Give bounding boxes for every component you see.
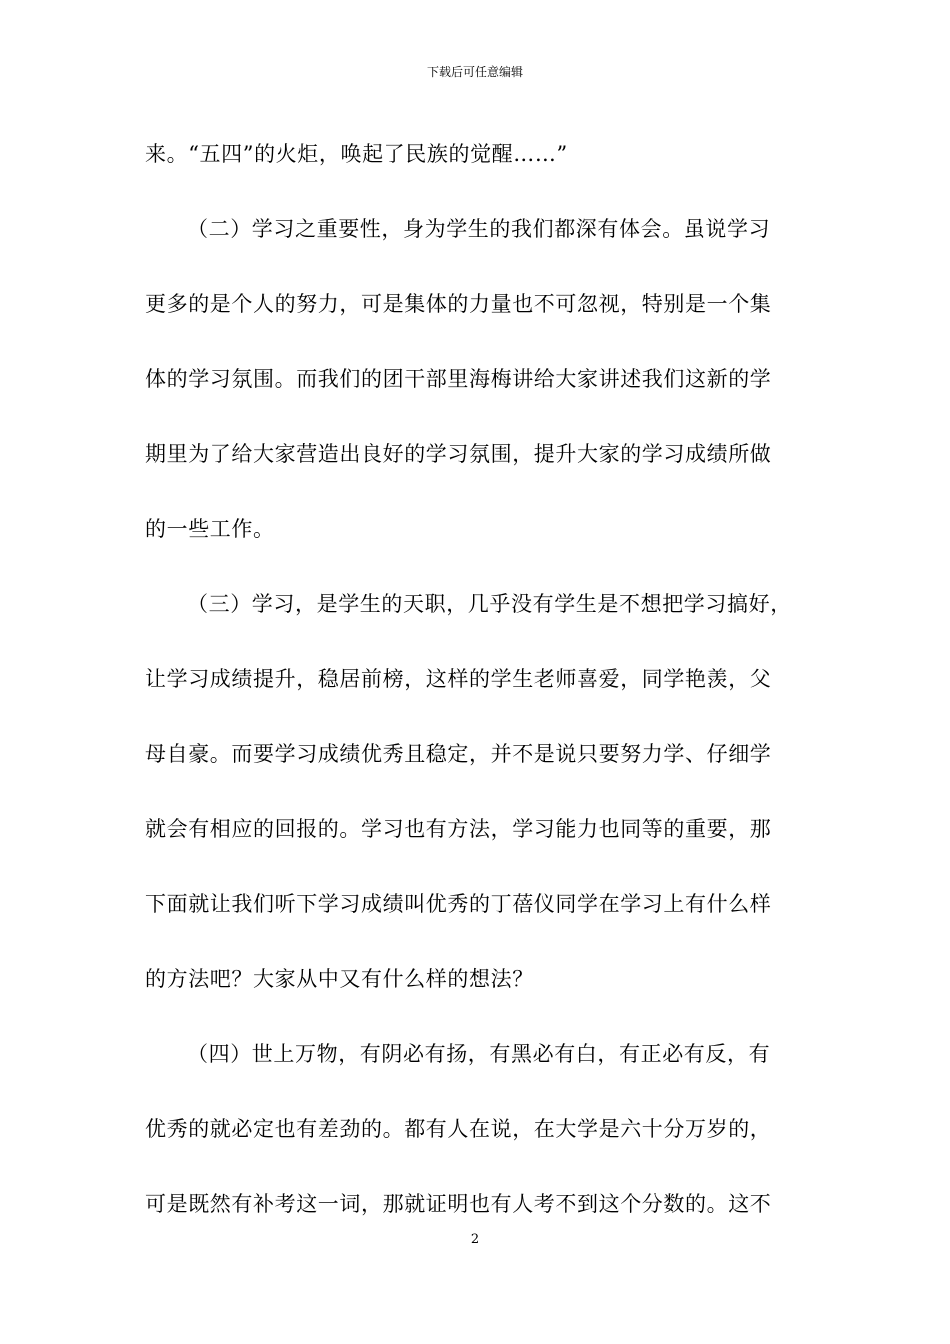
text-line: 的一些工作。 <box>145 517 275 541</box>
paragraph-start-line: （四）世上万物，有阴必有扬，有黑必有白，有正必有反，有 <box>187 1042 771 1066</box>
text-line: 来。“五四”的火炬，唤起了民族的觉醒……” <box>145 142 568 166</box>
text-line: 的方法吧？大家从中又有什么样的想法？ <box>145 967 534 991</box>
text-line: 就会有相应的回报的。学习也有方法，学习能力也同等的重要，那 <box>145 817 772 841</box>
paragraph-start-line: （三）学习，是学生的天职，几乎没有学生是不想把学习搞好， <box>187 592 792 616</box>
text-line: 母自豪。而要学习成绩优秀且稳定，并不是说只要努力学、仔细学 <box>145 742 772 766</box>
page-header: 下载后可任意编辑 <box>426 65 523 79</box>
text-line: 期里为了给大家营造出良好的学习氛围，提升大家的学习成绩所做 <box>145 442 772 466</box>
document-body <box>145 136 810 1261</box>
text-line: 更多的是个人的努力，可是集体的力量也不可忽视，特别是一个集 <box>145 292 772 316</box>
text-line: 让学习成绩提升，稳居前榜，这样的学生老师喜爱，同学艳羡，父 <box>145 667 772 691</box>
text-line: 可是既然有补考这一词，那就证明也有人考不到这个分数的。这不 <box>145 1192 772 1216</box>
text-line: 优秀的就必定也有差劲的。都有人在说，在大学是六十分万岁的， <box>145 1117 772 1141</box>
page-number: 2 <box>470 1232 480 1247</box>
text-line: 下面就让我们听下学习成绩叫优秀的丁蓓仪同学在学习上有什么样 <box>145 892 772 916</box>
text-line: 体的学习氛围。而我们的团干部里海梅讲给大家讲述我们这新的学 <box>145 367 772 391</box>
paragraph-start-line: （二）学习之重要性，身为学生的我们都深有体会。虽说学习 <box>187 217 771 241</box>
